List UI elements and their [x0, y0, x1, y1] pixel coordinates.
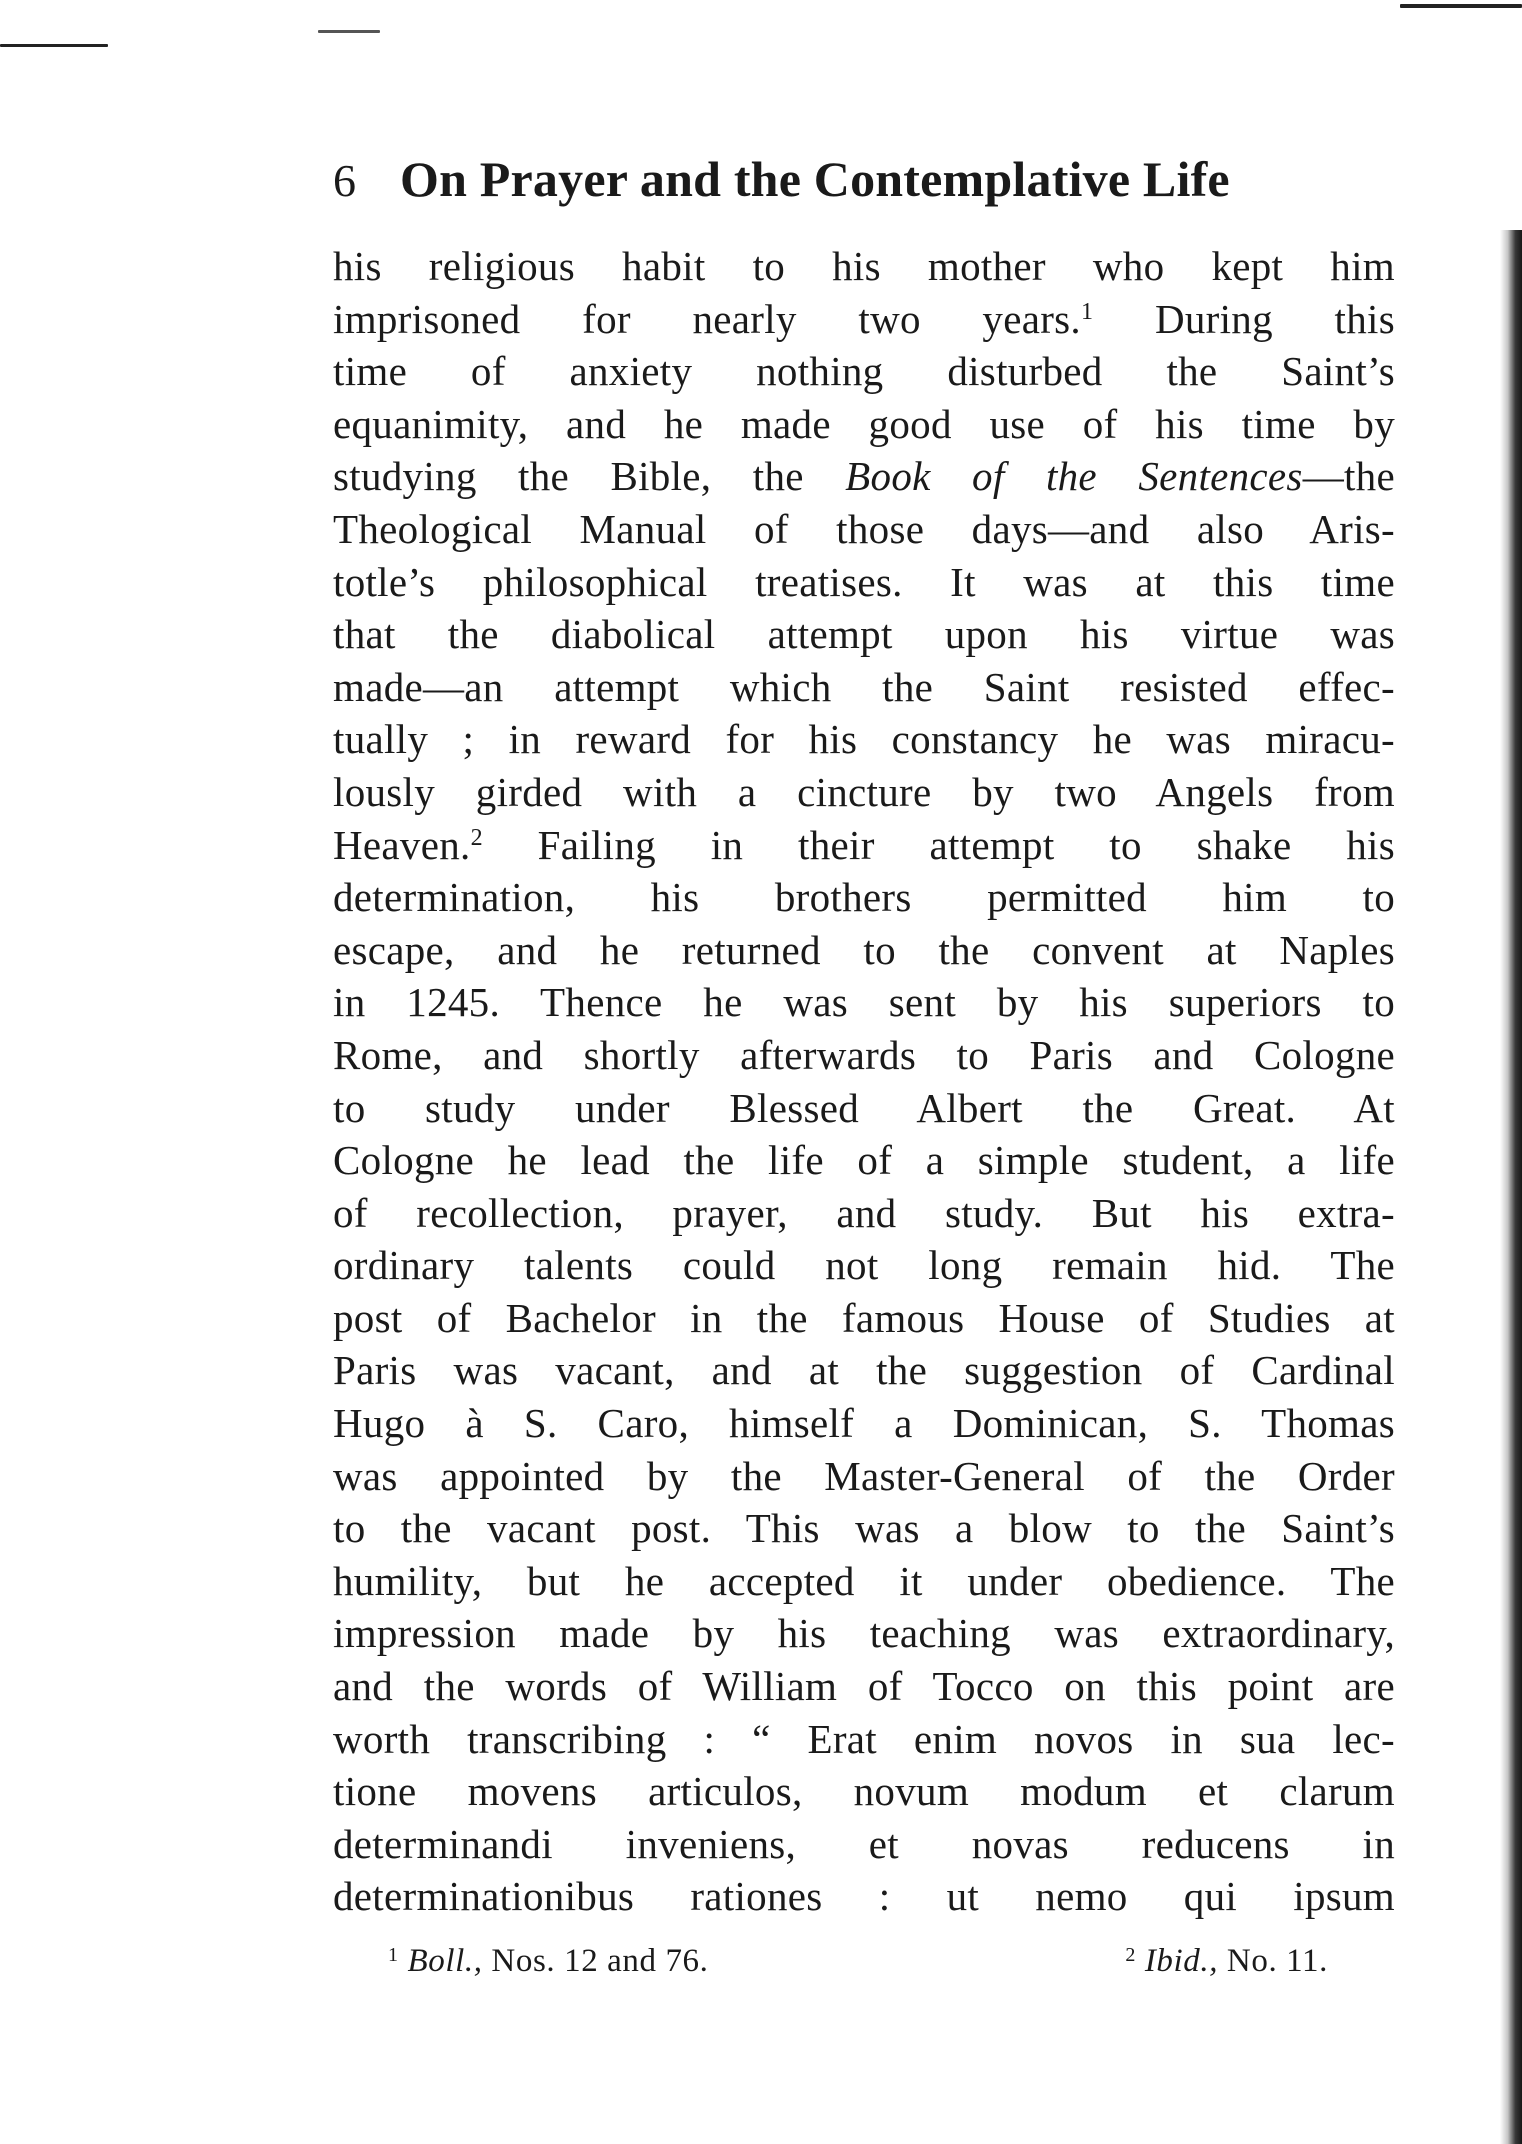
- page-edge-shadow: [1500, 230, 1522, 2144]
- body-text: [333, 240, 1395, 1923]
- text-line-content: tione movens articulos, novum modum et clarum: [333, 1768, 1395, 1815]
- text-line-content: lously girded with a cincture by two Angels from: [333, 768, 1395, 815]
- text-line: [333, 1239, 1395, 1292]
- text-line-content: determinationibus rationes : ut nemo qui ipsum: [333, 1873, 1395, 1920]
- text-line-content: time of anxiety nothing disturbed the Saint’s: [333, 348, 1395, 395]
- text-line-content: determinandi inveniens, et novas reducens in: [333, 1820, 1395, 1867]
- footnote-text: No. 11.: [1218, 1943, 1328, 1979]
- text-line-content: in 1245. Thence he was sent by his superiors to: [333, 979, 1395, 1026]
- text-line-content: of recollection, prayer, and study. But his extra-: [333, 1189, 1395, 1236]
- text-line-continuation: Failing in their attempt to shake his: [482, 821, 1395, 868]
- text-line: [333, 556, 1395, 609]
- text-line-content: Hugo à S. Caro, himself a Dominican, S. Thomas: [333, 1400, 1395, 1447]
- text-line-continuation: During this: [1093, 295, 1395, 342]
- text-line: [333, 1344, 1395, 1397]
- page-header: [333, 150, 1393, 220]
- text-line: [333, 766, 1395, 819]
- scan-mark-center: [318, 30, 380, 33]
- text-line: [333, 1397, 1395, 1450]
- text-line: [333, 240, 1395, 293]
- text-line: [333, 1082, 1395, 1135]
- text-line: [333, 503, 1395, 556]
- text-line: [333, 1502, 1395, 1555]
- text-line-content: imprisoned for nearly two years.: [333, 295, 1081, 342]
- text-line: [333, 1292, 1395, 1345]
- footnote-reference: 1: [1080, 298, 1094, 325]
- footnote-mark: 2: [1125, 1944, 1136, 1966]
- text-line: [333, 1134, 1395, 1187]
- text-line: [333, 398, 1395, 451]
- text-line: [333, 713, 1395, 766]
- text-line: [333, 1870, 1395, 1923]
- footnote-source: Boll.,: [407, 1943, 483, 1979]
- text-line: [333, 976, 1395, 1029]
- text-line-content: his religious habit to his mother who kept him: [333, 243, 1395, 289]
- text-line: [333, 871, 1395, 924]
- italic-title: Book of the Sentences: [845, 453, 1303, 500]
- text-line-content: that the diabolical attempt upon his virtue was: [333, 611, 1395, 658]
- text-line-content: Cologne he lead the life of a simple student, a life: [333, 1137, 1395, 1184]
- text-line: [333, 1660, 1395, 1713]
- text-line: [333, 924, 1395, 977]
- text-line-content: totle’s philosophical treatises. It was at this time: [333, 558, 1395, 605]
- text-line-content: humility, but he accepted it under obedience. The: [333, 1557, 1395, 1604]
- text-line: [333, 661, 1395, 714]
- scan-mark-left: [0, 44, 108, 47]
- footnote-text: Nos. 12 and 76.: [482, 1943, 709, 1979]
- page-number: 6: [333, 155, 356, 206]
- text-line-content: Paris was vacant, and at the suggestion of Cardinal: [333, 1347, 1395, 1394]
- text-line-content: Theological Manual of those days—and also Aris-: [333, 505, 1395, 552]
- text-line-content: Rome, and shortly afterwards to Paris and Cologne: [333, 1031, 1395, 1078]
- text-line: [333, 345, 1395, 398]
- footnote-mark: 1: [388, 1944, 399, 1966]
- text-line-content: was appointed by the Master-General of the Order: [333, 1452, 1395, 1499]
- text-line: [333, 293, 1395, 346]
- text-line: [333, 1765, 1395, 1818]
- footnote: [388, 1943, 709, 1980]
- text-line: [333, 1029, 1395, 1082]
- text-line-content: determination, his brothers permitted him to: [333, 874, 1395, 921]
- text-line-content: worth transcribing : “ Erat enim novos in sua lec-: [333, 1715, 1395, 1762]
- text-line: [333, 1607, 1395, 1660]
- running-title: On Prayer and the Contemplative Life: [400, 151, 1230, 207]
- footnote-source: Ibid.,: [1144, 1943, 1219, 1979]
- text-line: [333, 1555, 1395, 1608]
- text-line: [333, 1818, 1395, 1871]
- text-line: [333, 1187, 1395, 1240]
- footnote: [1125, 1943, 1328, 1980]
- text-line-content: made—an attempt which the Saint resisted effec-: [333, 663, 1395, 710]
- text-line: [333, 1713, 1395, 1766]
- footnote-reference: 2: [470, 824, 483, 851]
- footnotes: [388, 1943, 1328, 1980]
- text-line: [333, 608, 1395, 661]
- text-line: [333, 819, 1395, 872]
- text-line: [333, 450, 1395, 503]
- text-line-content: tually ; in reward for his constancy he was miracu-: [333, 716, 1395, 763]
- text-line-content: studying the Bible, the: [333, 453, 846, 500]
- text-line-content: escape, and he returned to the convent at Naples: [333, 926, 1395, 973]
- text-line-content: to study under Blessed Albert the Great. At: [333, 1084, 1395, 1131]
- text-line-content: equanimity, and he made good use of his time by: [333, 400, 1395, 447]
- text-line-content: to the vacant post. This was a blow to the Saint’s: [333, 1505, 1395, 1552]
- scan-mark-right: [1400, 4, 1522, 8]
- text-line-content: Heaven.: [333, 821, 471, 868]
- text-line-content: impression made by his teaching was extraordinary,: [333, 1610, 1395, 1657]
- text-line-content: post of Bachelor in the famous House of Studies at: [333, 1294, 1395, 1341]
- text-line: [333, 1450, 1395, 1503]
- text-line-continuation: —the: [1302, 453, 1395, 500]
- text-line-content: ordinary talents could not long remain hid. The: [333, 1242, 1395, 1289]
- text-line-content: and the words of William of Tocco on this point are: [333, 1663, 1395, 1710]
